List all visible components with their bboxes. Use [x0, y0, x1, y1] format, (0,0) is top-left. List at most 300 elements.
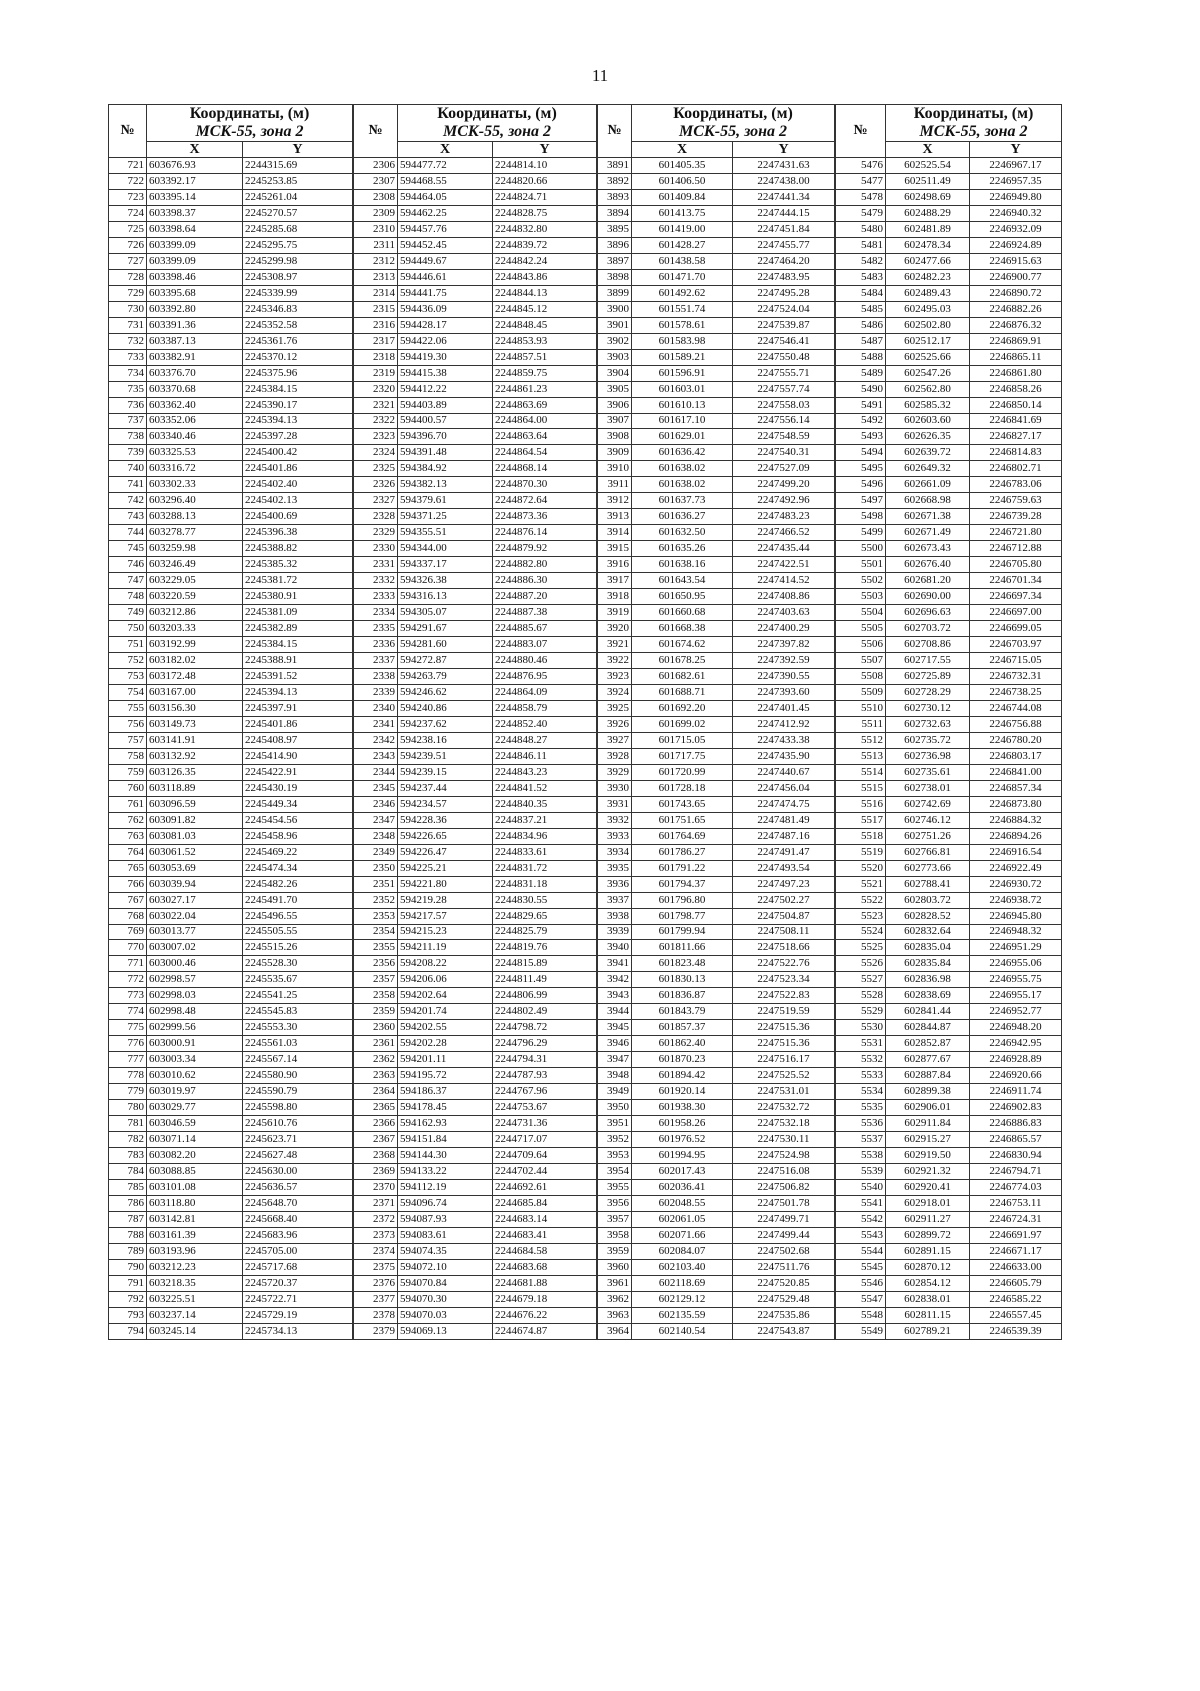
y-coordinate-cell: 2246724.31	[970, 1211, 1062, 1227]
point-number-cell: 3898	[598, 269, 632, 285]
table-row	[598, 908, 835, 924]
point-number-cell: 779	[109, 1084, 147, 1100]
point-number-cell: 2312	[354, 253, 398, 269]
y-coordinate-cell: 2244863.69	[493, 397, 597, 413]
x-coordinate-cell: 602811.15	[886, 1307, 970, 1323]
x-coordinate-cell: 601836.87	[632, 988, 733, 1004]
point-number-cell: 778	[109, 1068, 147, 1084]
x-coordinate-cell: 601994.95	[632, 1148, 733, 1164]
y-coordinate-cell: 2245388.82	[243, 541, 353, 557]
x-coordinate-cell: 602877.67	[886, 1052, 970, 1068]
y-coordinate-cell: 2245308.97	[243, 269, 353, 285]
x-coordinate-cell: 601811.66	[632, 940, 733, 956]
y-coordinate-cell: 2246830.94	[970, 1148, 1062, 1164]
x-coordinate-cell: 603118.80	[147, 1195, 243, 1211]
table-row	[354, 541, 597, 557]
x-coordinate-cell: 603340.46	[147, 429, 243, 445]
y-coordinate-cell: 2244863.64	[493, 429, 597, 445]
point-number-cell: 5501	[836, 557, 886, 573]
point-number-cell: 2351	[354, 876, 398, 892]
y-coordinate-cell: 2246869.91	[970, 333, 1062, 349]
table-row	[598, 525, 835, 541]
y-coordinate-cell: 2246671.17	[970, 1243, 1062, 1259]
point-number-cell: 766	[109, 876, 147, 892]
x-coordinate-cell: 594316.13	[398, 589, 493, 605]
point-number-cell: 2355	[354, 940, 398, 956]
point-number-cell: 3919	[598, 605, 632, 621]
x-coordinate-cell: 603212.86	[147, 605, 243, 621]
coordinates-header	[632, 105, 835, 142]
point-number-cell: 3937	[598, 892, 632, 908]
table-row	[836, 1132, 1062, 1148]
point-number-cell: 2352	[354, 892, 398, 908]
y-coordinate-cell: 2247518.66	[733, 940, 835, 956]
y-coordinate-cell: 2247524.04	[733, 301, 835, 317]
x-coordinate-cell: 603061.52	[147, 844, 243, 860]
x-coordinate-cell: 601678.25	[632, 653, 733, 669]
point-number-cell: 2367	[354, 1132, 398, 1148]
x-coordinate-cell: 601674.62	[632, 637, 733, 653]
table-row	[354, 301, 597, 317]
x-coordinate-cell: 601791.22	[632, 860, 733, 876]
point-number-cell: 2376	[354, 1275, 398, 1291]
table-row	[354, 684, 597, 700]
x-coordinate-cell: 594228.36	[398, 812, 493, 828]
x-coordinate-cell: 603132.92	[147, 748, 243, 764]
x-coordinate-cell: 594206.06	[398, 972, 493, 988]
y-coordinate-cell: 2244868.14	[493, 461, 597, 477]
x-coordinate-cell: 602899.38	[886, 1084, 970, 1100]
point-number-cell: 3907	[598, 413, 632, 429]
y-coordinate-cell: 2245610.76	[243, 1116, 353, 1132]
coordinates-title: Координаты, (м)	[673, 105, 793, 122]
table-row	[109, 1084, 353, 1100]
point-number-cell: 5497	[836, 493, 886, 509]
point-number-cell: 749	[109, 605, 147, 621]
y-coordinate-cell: 2246967.17	[970, 158, 1062, 174]
x-coordinate-cell: 602103.40	[632, 1259, 733, 1275]
table-row	[354, 1307, 597, 1323]
table-row	[109, 301, 353, 317]
table-row	[836, 1148, 1062, 1164]
y-coordinate-cell: 2245636.57	[243, 1180, 353, 1196]
x-coordinate-cell: 594355.51	[398, 525, 493, 541]
point-number-cell: 5542	[836, 1211, 886, 1227]
y-coordinate-cell: 2244692.61	[493, 1180, 597, 1196]
y-coordinate-cell: 2244833.61	[493, 844, 597, 860]
x-coordinate-cell: 601409.84	[632, 189, 733, 205]
point-number-cell: 3897	[598, 253, 632, 269]
point-number-cell: 756	[109, 716, 147, 732]
y-coordinate-cell: 2244841.52	[493, 780, 597, 796]
y-coordinate-cell: 2247499.71	[733, 1211, 835, 1227]
y-coordinate-cell: 2244825.79	[493, 924, 597, 940]
x-coordinate-cell: 594379.61	[398, 493, 493, 509]
x-coordinate-cell: 602639.72	[886, 445, 970, 461]
x-coordinate-cell: 594112.19	[398, 1180, 493, 1196]
point-number-cell: 5541	[836, 1195, 886, 1211]
x-coordinate-cell: 603096.59	[147, 796, 243, 812]
y-coordinate-cell: 2247531.01	[733, 1084, 835, 1100]
point-number-cell: 2344	[354, 764, 398, 780]
y-coordinate-cell: 2246894.26	[970, 828, 1062, 844]
y-coordinate-cell: 2247550.48	[733, 349, 835, 365]
point-number-cell: 3928	[598, 748, 632, 764]
coordinates-header	[147, 105, 353, 142]
table-row	[598, 1100, 835, 1116]
table-row	[109, 1275, 353, 1291]
x-coordinate-cell: 602668.98	[886, 493, 970, 509]
table-row	[836, 844, 1062, 860]
table-row	[598, 1132, 835, 1148]
table-row	[836, 732, 1062, 748]
point-number-cell: 3920	[598, 621, 632, 637]
table-row	[598, 605, 835, 621]
x-coordinate-cell: 603142.81	[147, 1211, 243, 1227]
table-row	[836, 557, 1062, 573]
x-coordinate-cell: 594217.57	[398, 908, 493, 924]
y-coordinate-cell: 2246928.89	[970, 1052, 1062, 1068]
y-coordinate-cell: 2244883.07	[493, 637, 597, 653]
table-row	[598, 653, 835, 669]
x-coordinate-cell: 594202.64	[398, 988, 493, 1004]
point-number-cell: 2361	[354, 1036, 398, 1052]
x-coordinate-cell: 602841.44	[886, 1004, 970, 1020]
point-number-cell: 5504	[836, 605, 886, 621]
x-coordinate-cell: 602671.49	[886, 525, 970, 541]
point-number-cell: 5546	[836, 1275, 886, 1291]
table-row	[836, 205, 1062, 221]
point-number-cell: 2345	[354, 780, 398, 796]
y-coordinate-cell: 2244887.38	[493, 605, 597, 621]
point-number-cell: 2315	[354, 301, 398, 317]
y-coordinate-cell: 2245630.00	[243, 1164, 353, 1180]
point-number-cell: 5502	[836, 573, 886, 589]
table-row	[354, 589, 597, 605]
point-number-cell: 3904	[598, 365, 632, 381]
point-number-cell: 773	[109, 988, 147, 1004]
table-row	[836, 525, 1062, 541]
x-coordinate-cell: 603387.13	[147, 333, 243, 349]
x-coordinate-cell: 594291.67	[398, 621, 493, 637]
table-row	[109, 812, 353, 828]
x-coordinate-cell: 602671.38	[886, 509, 970, 525]
table-row	[836, 684, 1062, 700]
point-number-cell: 3957	[598, 1211, 632, 1227]
point-number-cell: 3949	[598, 1084, 632, 1100]
y-coordinate-cell: 2246938.72	[970, 892, 1062, 908]
point-number-cell: 3905	[598, 381, 632, 397]
y-coordinate-cell: 2247527.09	[733, 461, 835, 477]
point-number-header: №	[109, 105, 147, 158]
y-coordinate-cell: 2245535.67	[243, 972, 353, 988]
table-row	[836, 1227, 1062, 1243]
table-row	[354, 605, 597, 621]
y-coordinate-cell: 2247492.96	[733, 493, 835, 509]
y-coordinate-cell: 2247555.71	[733, 365, 835, 381]
x-coordinate-cell: 603395.14	[147, 189, 243, 205]
y-coordinate-cell: 2246873.80	[970, 796, 1062, 812]
table-row	[354, 908, 597, 924]
y-coordinate-cell: 2246697.34	[970, 589, 1062, 605]
point-number-cell: 2354	[354, 924, 398, 940]
table-row	[109, 669, 353, 685]
y-coordinate-cell: 2246876.32	[970, 317, 1062, 333]
x-coordinate-cell: 603193.96	[147, 1243, 243, 1259]
table-row	[354, 317, 597, 333]
table-row	[354, 828, 597, 844]
point-number-cell: 5537	[836, 1132, 886, 1148]
y-coordinate-cell: 2246948.20	[970, 1020, 1062, 1036]
y-coordinate-cell: 2246858.26	[970, 381, 1062, 397]
x-coordinate-cell: 601976.52	[632, 1132, 733, 1148]
x-coordinate-cell: 602835.04	[886, 940, 970, 956]
y-coordinate-cell: 2247519.59	[733, 1004, 835, 1020]
point-number-cell: 2373	[354, 1227, 398, 1243]
table-row	[836, 317, 1062, 333]
table-row	[109, 541, 353, 557]
point-number-cell: 2349	[354, 844, 398, 860]
point-number-cell: 741	[109, 477, 147, 493]
table-row	[354, 780, 597, 796]
table-row	[354, 237, 597, 253]
x-coordinate-cell: 601743.65	[632, 796, 733, 812]
y-coordinate-cell: 2246902.83	[970, 1100, 1062, 1116]
x-coordinate-cell: 602998.57	[147, 972, 243, 988]
point-number-cell: 792	[109, 1291, 147, 1307]
coordinates-table	[835, 104, 1062, 1340]
y-coordinate-cell: 2247524.98	[733, 1148, 835, 1164]
table-row	[598, 413, 835, 429]
point-number-cell: 5520	[836, 860, 886, 876]
table-row	[598, 780, 835, 796]
table-row	[836, 637, 1062, 653]
y-coordinate-cell: 2245299.98	[243, 253, 353, 269]
point-number-cell: 3938	[598, 908, 632, 924]
point-number-cell: 2313	[354, 269, 398, 285]
y-coordinate-cell: 2244674.87	[493, 1323, 597, 1339]
point-number-cell: 789	[109, 1243, 147, 1259]
table-row	[354, 1020, 597, 1036]
x-coordinate-cell: 601636.42	[632, 445, 733, 461]
table-row	[109, 285, 353, 301]
point-number-cell: 745	[109, 541, 147, 557]
x-coordinate-cell: 603376.70	[147, 365, 243, 381]
table-row	[109, 253, 353, 269]
table-row	[109, 221, 353, 237]
y-coordinate-cell: 2246884.32	[970, 812, 1062, 828]
y-coordinate-cell: 2245722.71	[243, 1291, 353, 1307]
y-coordinate-cell: 2244806.99	[493, 988, 597, 1004]
point-number-cell: 5486	[836, 317, 886, 333]
point-number-cell: 5512	[836, 732, 886, 748]
x-coordinate-cell: 602525.66	[886, 349, 970, 365]
point-number-cell: 5484	[836, 285, 886, 301]
point-number-cell: 5535	[836, 1100, 886, 1116]
x-coordinate-cell: 601786.27	[632, 844, 733, 860]
x-coordinate-cell: 603010.62	[147, 1068, 243, 1084]
x-coordinate-cell: 602915.27	[886, 1132, 970, 1148]
table-row	[598, 158, 835, 174]
y-coordinate-cell: 2247539.87	[733, 317, 835, 333]
x-coordinate-cell: 602717.55	[886, 653, 970, 669]
x-coordinate-cell: 603246.49	[147, 557, 243, 573]
point-number-cell: 5549	[836, 1323, 886, 1339]
point-number-cell: 5548	[836, 1307, 886, 1323]
y-coordinate-cell: 2246721.80	[970, 525, 1062, 541]
point-number-cell: 5494	[836, 445, 886, 461]
y-coordinate-cell: 2246924.89	[970, 237, 1062, 253]
table-row	[598, 700, 835, 716]
x-coordinate-cell: 603296.40	[147, 493, 243, 509]
x-coordinate-cell: 594452.45	[398, 237, 493, 253]
table-row	[354, 525, 597, 541]
y-coordinate-cell: 2244683.14	[493, 1211, 597, 1227]
x-column-header: X	[632, 142, 733, 158]
point-number-cell: 5536	[836, 1116, 886, 1132]
point-number-cell: 5489	[836, 365, 886, 381]
y-coordinate-cell: 2247516.08	[733, 1164, 835, 1180]
x-coordinate-cell: 594462.25	[398, 205, 493, 221]
point-number-cell: 790	[109, 1259, 147, 1275]
x-coordinate-cell: 602838.01	[886, 1291, 970, 1307]
table-row	[109, 764, 353, 780]
x-coordinate-cell: 594305.07	[398, 605, 493, 621]
point-number-cell: 5479	[836, 205, 886, 221]
point-number-cell: 5509	[836, 684, 886, 700]
y-coordinate-cell: 2245388.91	[243, 653, 353, 669]
table-row	[598, 269, 835, 285]
table-row	[598, 1180, 835, 1196]
y-coordinate-cell: 2244882.80	[493, 557, 597, 573]
point-number-cell: 2328	[354, 509, 398, 525]
table-row	[836, 253, 1062, 269]
x-coordinate-cell: 601692.20	[632, 700, 733, 716]
point-number-cell: 5477	[836, 173, 886, 189]
table-row	[598, 573, 835, 589]
table-row	[109, 573, 353, 589]
x-coordinate-cell: 601862.40	[632, 1036, 733, 1052]
y-coordinate-cell: 2247499.44	[733, 1227, 835, 1243]
table-row	[836, 764, 1062, 780]
y-coordinate-cell: 2246955.17	[970, 988, 1062, 1004]
y-coordinate-cell: 2247493.54	[733, 860, 835, 876]
table-row	[598, 1195, 835, 1211]
y-coordinate-cell: 2244794.31	[493, 1052, 597, 1068]
point-number-cell: 5540	[836, 1180, 886, 1196]
y-coordinate-cell: 2245580.90	[243, 1068, 353, 1084]
table-row	[836, 988, 1062, 1004]
y-coordinate-cell: 2247433.38	[733, 732, 835, 748]
x-coordinate-cell: 594240.86	[398, 700, 493, 716]
x-coordinate-cell: 594202.55	[398, 1020, 493, 1036]
y-coordinate-cell: 2246739.28	[970, 509, 1062, 525]
y-coordinate-cell: 2245598.80	[243, 1100, 353, 1116]
point-number-cell: 5485	[836, 301, 886, 317]
y-coordinate-cell: 2244848.45	[493, 317, 597, 333]
x-coordinate-cell: 601438.58	[632, 253, 733, 269]
point-number-cell: 5529	[836, 1004, 886, 1020]
table-row	[354, 1148, 597, 1164]
y-coordinate-cell: 2245394.13	[243, 413, 353, 429]
y-coordinate-cell: 2246712.88	[970, 541, 1062, 557]
table-row	[109, 461, 353, 477]
table-row	[354, 764, 597, 780]
point-number-cell: 5532	[836, 1052, 886, 1068]
x-coordinate-cell: 594239.51	[398, 748, 493, 764]
y-coordinate-cell: 2246882.26	[970, 301, 1062, 317]
point-number-cell: 3954	[598, 1164, 632, 1180]
y-coordinate-cell: 2244870.30	[493, 477, 597, 493]
x-coordinate-cell: 602525.54	[886, 158, 970, 174]
point-number-cell: 2342	[354, 732, 398, 748]
x-coordinate-cell: 601857.37	[632, 1020, 733, 1036]
point-number-cell: 2314	[354, 285, 398, 301]
y-coordinate-cell: 2247532.72	[733, 1100, 835, 1116]
point-number-cell: 3912	[598, 493, 632, 509]
point-number-cell: 3899	[598, 285, 632, 301]
y-coordinate-cell: 2246857.34	[970, 780, 1062, 796]
y-coordinate-cell: 2245397.91	[243, 700, 353, 716]
x-coordinate-cell: 602732.63	[886, 716, 970, 732]
point-number-cell: 3926	[598, 716, 632, 732]
point-number-cell: 3913	[598, 509, 632, 525]
point-number-cell: 3923	[598, 669, 632, 685]
table-row	[598, 301, 835, 317]
point-number-cell: 722	[109, 173, 147, 189]
x-coordinate-cell: 603237.14	[147, 1307, 243, 1323]
y-coordinate-cell: 2247557.74	[733, 381, 835, 397]
y-coordinate-cell: 2244811.49	[493, 972, 597, 988]
x-coordinate-cell: 602852.87	[886, 1036, 970, 1052]
point-number-cell: 744	[109, 525, 147, 541]
table-row	[109, 557, 353, 573]
table-row	[598, 876, 835, 892]
x-coordinate-cell: 603398.46	[147, 269, 243, 285]
x-coordinate-cell: 603000.46	[147, 956, 243, 972]
x-coordinate-cell: 594246.62	[398, 684, 493, 700]
point-number-cell: 763	[109, 828, 147, 844]
point-number-cell: 2368	[354, 1148, 398, 1164]
x-coordinate-cell: 602477.66	[886, 253, 970, 269]
point-number-cell: 5518	[836, 828, 886, 844]
coordinates-table	[108, 104, 353, 1340]
table-row	[354, 1100, 597, 1116]
table-row	[598, 285, 835, 301]
table-row	[354, 573, 597, 589]
point-number-cell: 781	[109, 1116, 147, 1132]
y-coordinate-cell: 2246701.34	[970, 573, 1062, 589]
x-coordinate-cell: 601715.05	[632, 732, 733, 748]
point-number-cell: 746	[109, 557, 147, 573]
table-row	[598, 812, 835, 828]
x-coordinate-cell: 603007.02	[147, 940, 243, 956]
x-coordinate-cell: 602899.72	[886, 1227, 970, 1243]
y-coordinate-cell: 2244887.20	[493, 589, 597, 605]
y-coordinate-cell: 2244828.75	[493, 205, 597, 221]
point-number-cell: 2375	[354, 1259, 398, 1275]
table-row	[354, 1164, 597, 1180]
y-coordinate-cell: 2245401.86	[243, 461, 353, 477]
table-row	[354, 940, 597, 956]
y-coordinate-cell: 2247495.28	[733, 285, 835, 301]
y-coordinate-cell: 2245408.97	[243, 732, 353, 748]
y-column-header: Y	[493, 142, 597, 158]
point-number-cell: 5515	[836, 780, 886, 796]
x-coordinate-cell: 594226.65	[398, 828, 493, 844]
x-coordinate-cell: 594446.61	[398, 269, 493, 285]
x-coordinate-cell: 603212.23	[147, 1259, 243, 1275]
